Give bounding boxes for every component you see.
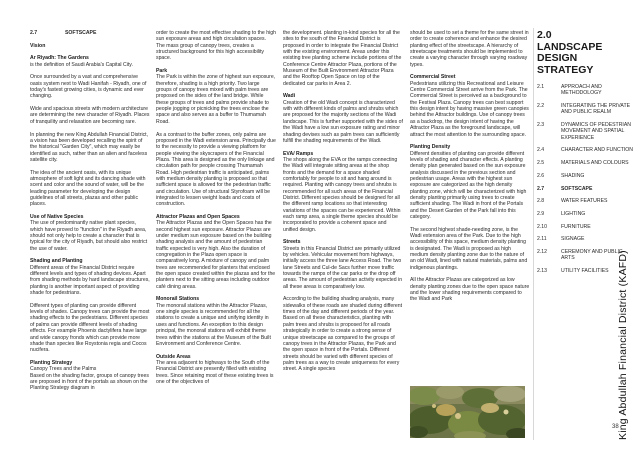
toc-item-label: MATERIALS AND COLOURS (561, 160, 629, 167)
section-title: SOFTSCAPE (65, 30, 97, 36)
toc-item-approach-and-methodology[interactable] (537, 84, 635, 97)
paragraph: The second highest shade-needing zone, is the Wadi extension area of the Park. Due to the high accessibility of this space, medium density planting is designated. The Wadi is proposed as high medium density planting zone due to the nature of an old Wadi, lined with natural materials, palms and indigenous plantings. (410, 226, 528, 271)
attractor-plazas-heading: Attractor Plazas and Open Spaces (156, 213, 240, 220)
toc-item-label: WATER FEATURES (561, 198, 608, 205)
toc-item-label: CHARACTER AND FUNCTION (561, 147, 633, 154)
toc-item-character-and-function[interactable] (537, 147, 635, 153)
plant-photo (410, 386, 525, 438)
paragraph: Pedestrians utilizing this Recreational and Leisure Centre Commercial Street arrive from the Park. The Commercial Street is perceived as a background to the Festival Plaza. Canopy trees can best support this design intent by having massive green canopies behind the Attractor buildings. Use of canopy trees as a backdrop, the design intent of having the Attractor Plaza as the foreground landscape, will attract the most attention to the surrounding space. (410, 80, 529, 138)
page-number: 38 (612, 424, 619, 430)
paragraph: Creation of the old Wadi concept is characterized with with different kinds of palms and shrubs which are proposed for the majority sections of the Wadi landscape. This is further supported with the sides of the Wadi have a low sun exposure rating and minor shading devises such as palm trees can sufficiently fulfill the shading requirements of the Wadi. (283, 99, 403, 144)
paragraph: order to create the most effective shading to the high sun exposure areas and high circulation spaces. The mass group of canopy trees, creates a structured background for this high accessibility space. (156, 30, 276, 62)
shading-heading: Shading and Planting (30, 258, 83, 265)
vision-heading: Vision (30, 42, 46, 49)
paragraph: Different densities of planting can provide different levels of shading and character effects. A planting density plan generated based on the sun exposure analysis discussed in the previous section and pedestrian usage. Areas with the highest sun exposure are categorized as the high density planting zone, which will be characterized with high density planting primarily using trees to create sufficient shading. The Wadi in front of the Portals and the Desert Garden of the Park fall into this category. (410, 150, 527, 220)
toc-item-number: 2.10 (537, 223, 548, 230)
sidebar (537, 30, 635, 281)
paragraph: should be used to set a theme for the same street in order to create coherence and enhance the desired planting effect of the streetscape. A hierarchy of streetscape treatments should be implemented to create a varying character through varying roadway types. (410, 30, 529, 68)
paragraph: Different types of planting can provide different levels of shades. Canopy trees can provide the most shading effects to the pedestrians. Different species of palms can provide different levels of shading effects. For example Phoenix dactylifera have large and wide canopy fronds which can provide more shade than species like Roystonia regia and Cocos nucifera. (30, 302, 150, 354)
toc-item-label: DYNAMICS OF PEDESTRIAN MOVEMENT AND SPATIAL EXPERIENCE (561, 122, 631, 141)
toc-item-number: 2.6 (537, 172, 545, 179)
toc-item-number: 2.4 (537, 147, 545, 154)
chapter-title-line: LANDSCAPE (537, 40, 603, 53)
toc-item-number: 2.1 (537, 84, 545, 90)
paragraph: The shops along the EVA or the ramps connecting the Wadi will integrate sitting areas at the shop fronts and the demand for a space shaded comfortably for people to sit and hang around is required. Planting with canopy trees and shrubs is recommended for all such areas of the Financial District. Different species should be designed for all the different ramp locations so that interesting variations of the spaces can be experienced. Within each ramp area, a single theme species should be incorporated to provide a coherent space and unified design. (283, 156, 401, 233)
toc-item-number: 2.5 (537, 160, 545, 167)
toc-item-label: UTILITY FACILITIES (561, 267, 609, 274)
paragraph: Different areas of the Financial District require different levels and types of shading devices. Apart from shading methods by hard landscape structures, planting is another important aspect of providing shade for pedestrians. (30, 264, 150, 297)
paragraph: The idea of the ancient oasis, with its unique atmosphere of soft light and its dancing shade with scent and color and the sound of water, will be the leading parameter for developing the design guidelines of all streets, plazas and other public places. (30, 169, 146, 208)
text-column-3 (283, 30, 403, 373)
toc-item-label: SOFTSCAPE (561, 185, 593, 192)
paragraph: Wide and spacious streets with modern architecture are determining the new character of Riyadh. Places of tranquility and relaxation are becoming rare. (30, 106, 150, 125)
chapter-title-line: STRATEGY (537, 63, 594, 76)
toc-item-number: 2.8 (537, 198, 545, 205)
paragraph: According to the building shading analysis, many sidewalks of these roads are shaded during different times of the day and different periods of the year. Based on all these characteristics, planting with palm trees and shrubs is proposed for all roads strategically in order to create a strong sense of unique streetscape as compared to the groups of canopy trees in the Attractor Plazas, the Park and the open space in front of the Portals. Different streets should be varied with different species of palm trees as a way to create uniqueness for every street. A single species (283, 296, 403, 373)
paragraph: The area adjacent to highways to the South of the Financial District are presently filled with existing trees. Since retaining most of these existing trees is one of the objectives of (156, 359, 274, 385)
section-number: 2.7 (30, 30, 38, 36)
toc-item-water-features[interactable] (537, 198, 635, 204)
toc-item-label: SHADING (561, 172, 585, 179)
plant-photo-illustration (410, 386, 525, 438)
paragraph: Canopy Trees and the Palms (30, 366, 97, 373)
chapter-number: 2.0 (537, 29, 552, 41)
monorail-heading: Monorail Stations (156, 296, 200, 303)
riyadh-heading: Ar Riyadh: The Gardens (30, 55, 89, 62)
toc-item-softscape[interactable] (537, 186, 635, 192)
toc-item-label: CEREMONY AND PUBLIC ARTS (561, 248, 623, 262)
toc-item-label: INTEGRATING THE PRIVATE AND PUBLIC REALM (561, 103, 631, 116)
streets-heading: Streets (283, 239, 301, 246)
toc-item-lighting[interactable] (537, 211, 635, 217)
paragraph: The Park is within the zone of highest sun exposure, therefore, shading is a high priority. Two large groups of canopy trees mixed with palm trees are proposed on the sides of the land bridge. While these groups of trees and palms provide shade to people jogging or picnicking the trees enclose the space and also serves as a buffer to Thumamah Road. (156, 74, 276, 125)
toc-item-label: APPROACH AND METHODOLOGY (561, 84, 602, 97)
toc-item-materials-and-colours[interactable] (537, 160, 635, 166)
toc-item-number: 2.7 (537, 185, 545, 192)
toc-item-number: 2.13 (537, 267, 548, 274)
toc-item-number: 2.9 (537, 210, 545, 217)
toc-item-furniture[interactable] (537, 224, 635, 230)
chapter-title (537, 30, 635, 76)
paragraph: Once surrounded by a vast and comprehensive oasis system next to Wadi Hanifah - Riyadh, one of today's fastest growing cities, is dynamic and ever changing. (30, 74, 147, 100)
commercial-street-heading: Commercial Street (410, 74, 456, 81)
park-heading: Park (156, 68, 168, 75)
table-of-contents (537, 84, 635, 274)
toc-item-signage[interactable] (537, 236, 635, 242)
toc-item-shading[interactable] (537, 173, 635, 179)
paragraph: As a contrast to the buffer zones, only palms are proposed in the Wadi extension area. Principally due to the necessity to provide a viewing platform for people viewing the skyscrapers of the Financial Plaza. This area is designed as the only linkage and circulation path for people crossing Thumamah Road. High pedestrian traffic is anticipated, palms with medium density planting is proposed so that sufficient space is allowed for the pedestrian traffic and circulation. Use of structural Styrofoam will be integrated to lessen weight loads and costs of construction. (156, 131, 276, 208)
toc-item-number: 2.12 (537, 248, 548, 255)
text-column-1 (30, 30, 150, 392)
outside-areas-heading: Outside Areas (156, 353, 191, 360)
paragraph: is the definition of Saudi Arabia's Capital City. (30, 61, 133, 68)
toc-item-number: 2.3 (537, 122, 545, 129)
vertical-title: King Abdullah Financial District (KAFD) (617, 250, 629, 440)
planting-strategy-heading: Planting Strategy (30, 359, 73, 366)
paragraph: Based on the shading factor, groups of canopy trees are proposed in front of the portals as shown on the Planting Strategy diagram in (30, 372, 149, 392)
wadi-heading: Wadi (283, 93, 296, 100)
toc-item-label: SIGNAGE (561, 236, 585, 243)
planting-density-heading: Planting Density (410, 144, 451, 151)
paragraph: Streets in this Financial District are primarily utilized by vehicles. Vehicular movement from highways, initially access the three lane Access Road. The two lane Streets and Cul-de Sacs further move traffic towards the ramps of the car parks or the drop off areas. The amount of pedestrian activity expected in all these areas is comparatively low. (283, 245, 403, 290)
chapter-title-line: DESIGN (537, 52, 578, 64)
paragraph: In planning the new King Abdullah Financial District, a vision has been developed recalling the spirit of the historical "Garden City", which may easily be identified as such, rather than an alien and faceless satellite city. (30, 131, 149, 163)
section-heading (30, 30, 150, 36)
toc-item-number: 2.11 (537, 236, 547, 243)
toc-item-number: 2.2 (537, 103, 545, 110)
paragraph: the development. planting in-kind species for all the sites to the south of the Financial District is proposed in order to integrate the Financial District with the existing environment. Areas under this existing tree planting scheme include portions of the Conference Centre Attractor Plaza, portions of the Museum of the Built Environment Attractor Plaza and the Rooftop Open Space on top of the dedicated car parks in Area 2. (283, 30, 402, 87)
toc-item-integrating-the-private-and-public-realm[interactable] (537, 103, 635, 116)
paragraph: The use of predominantly native plant species, which have proved to "function" in the Riyadh area, should not only help to create a character that is typical for the city of Riyadh, but should also restrict the use of water. (30, 220, 148, 252)
eva-ramps-heading: EVA/ Ramps (283, 150, 314, 157)
text-column-4 (410, 30, 530, 303)
divider (533, 28, 534, 440)
paragraph: The monorail stations within the Attractor Plazas, one single species is recommended for all the stations to create a unique and unifying identity in uses and functions. An exception to this design principal, the monorail stations will exhibit theme trees within the stations at the Museum of the Built Environment and Conference Centre. (156, 302, 271, 347)
toc-item-label: FURNITURE (561, 223, 591, 230)
paragraph: All the Attractor Plazas are categorized as low density planting zones due to the open space nature and the lower shading requirements compared to the Wadi and Park (410, 277, 530, 303)
native-species-heading: Use of Native Species (30, 213, 84, 220)
text-column-2 (156, 30, 276, 385)
toc-item-label: LIGHTING (561, 210, 586, 217)
toc-item-dynamics-of-pedestrian-movement-and-spatial-experience[interactable] (537, 122, 635, 141)
paragraph: The Attractor Plazas and the Open Spaces has the second highest sun exposure. Attractor Plazas are under medium sun exposure based on the building shading analysis and the amount of pedestrian traffic expected is very high. Also the duration of congregation in the Plaza open space is comparatively long. A mixture of canopy and palm trees are recommended for planters that enclosed the open space created within the plazas and for the planters next to the sitting areas including outdoor café dining areas. (156, 220, 276, 290)
